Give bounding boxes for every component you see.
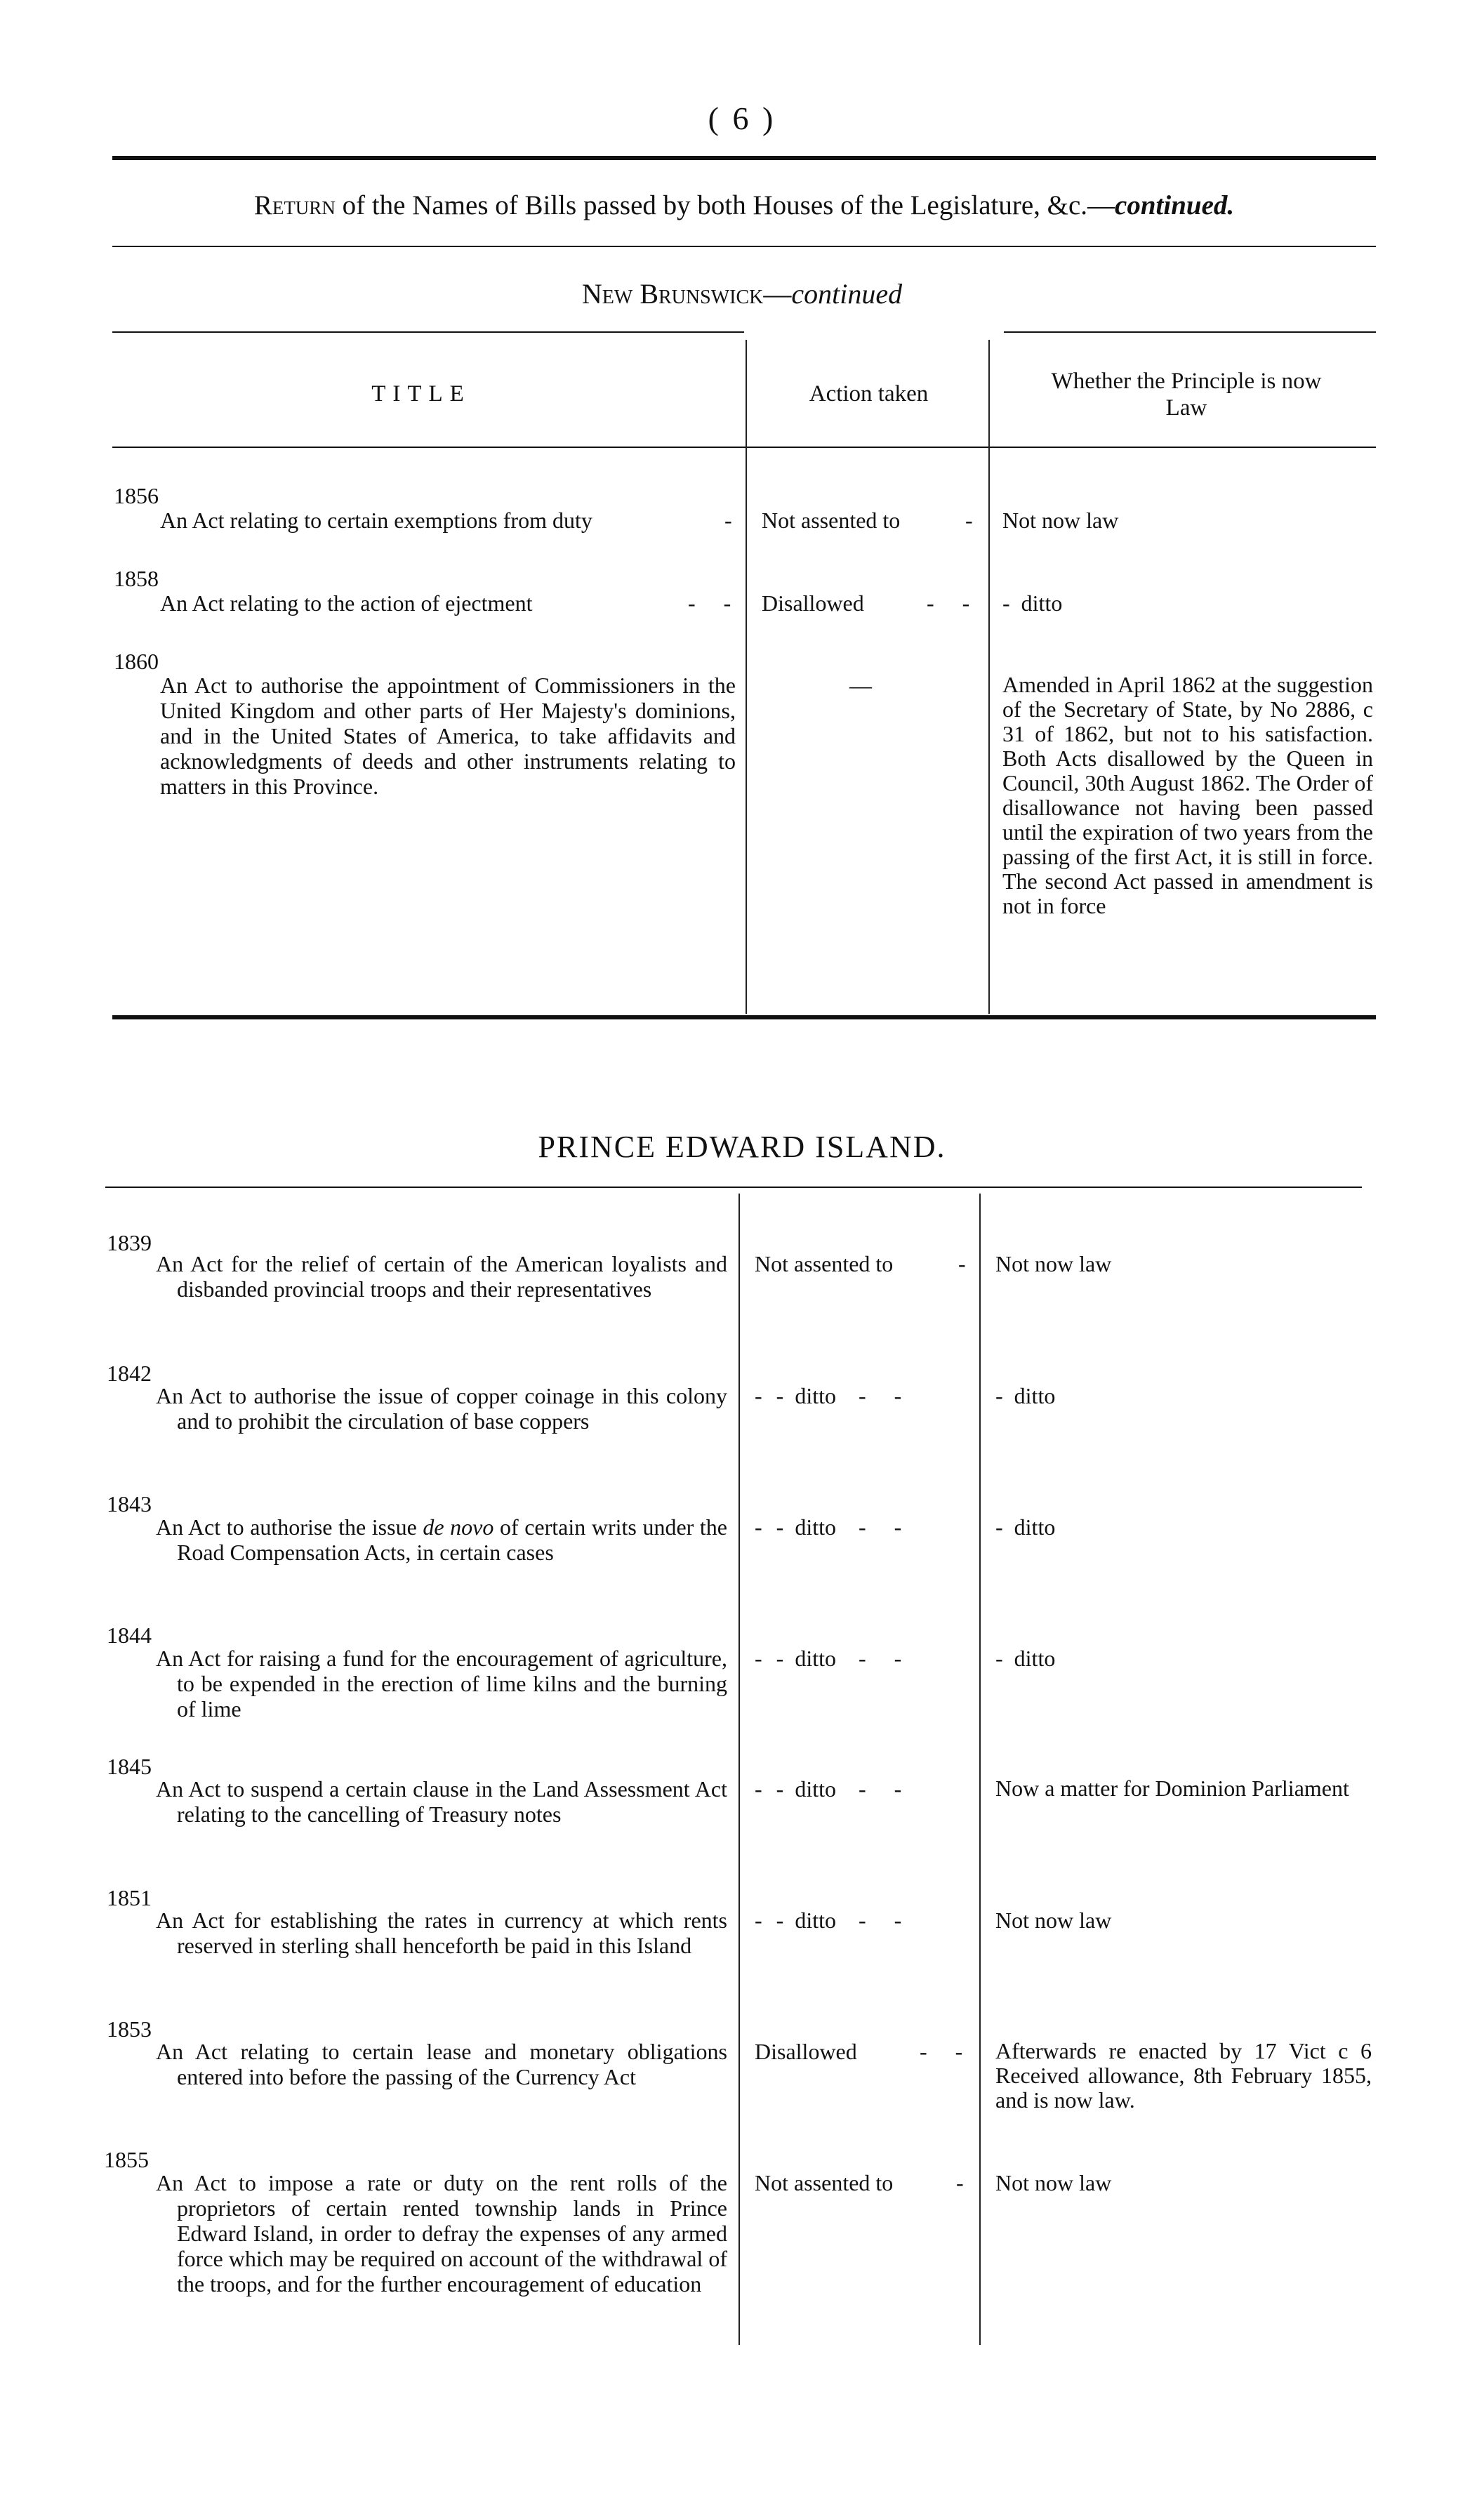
nb-row-1860-title: An Act to authorise the appointment of Commissioners in the United Kingdom and other parts of Her Majesty's dominions, and in the United States of America, to take affidavits and acknowledgments of deeds and other instruments relating to matters in this Province. — [160, 673, 736, 799]
pei-row-1855-principle: Not now law — [995, 2170, 1112, 2195]
running-head-text: of the Names of Bills passed by both Houses of the Legislature, &c.— — [335, 190, 1115, 220]
pei-row-1845-year: 1845 — [107, 1754, 152, 1779]
pei-table-top-rule — [105, 1187, 1362, 1188]
column-header-principle: Whether the Principle is now Law — [1051, 369, 1322, 421]
nb-row-1858-year: 1858 — [114, 566, 159, 591]
pei-row-1839-action-leader: - — [958, 1251, 966, 1276]
pei-row-1851-title: An Act for establishing the rates in currency at which rents reserved in sterling shall henceforth be paid in this Island — [156, 1908, 727, 1958]
pei-heading: PRINCE EDWARD ISLAND. — [538, 1130, 946, 1164]
running-head-continued: continued. — [1115, 190, 1235, 220]
pei-row-1843-title: An Act to authorise the issue de novo of certain writs under the Road Compensation Acts, in certain cases — [156, 1514, 728, 1565]
nb-row-1858-action: Disallowed — [762, 590, 864, 616]
running-head — [112, 190, 1376, 221]
pei-row-1844-principle: - ditto — [995, 1646, 1056, 1671]
nb-bottom-rule — [112, 1015, 1376, 1019]
nb-row-1856-year: 1856 — [114, 483, 159, 508]
nb-row-1856-action-leader: - — [965, 508, 973, 533]
nb-row-1856-title: An Act relating to certain exemptions from duty — [160, 508, 592, 533]
pei-row-1845-title: An Act to suspend a certain clause in the Land Assessment Act relating to the cancelling of Treasury notes — [156, 1776, 727, 1827]
pei-row-1844-year: 1844 — [107, 1623, 152, 1648]
nb-column-divider-2 — [988, 340, 990, 1014]
pei-row-1851-action: - - ditto - - — [755, 1908, 902, 1933]
nb-table-top-rule — [112, 331, 744, 333]
nb-row-1858-title: An Act relating to the action of ejectment — [160, 590, 533, 616]
pei-row-1855-action: Not assented to — [755, 2170, 894, 2195]
pei-row-1839-title: An Act for the relief of certain of the American loyalists and disbanded provincial troops and their representatives — [156, 1251, 727, 1302]
pei-column-divider-1 — [738, 1194, 740, 2345]
pei-row-1843-action: - - ditto - - — [755, 1514, 902, 1540]
pei-row-1844-title: An Act for raising a fund for the encouragement of agriculture, to be expended in the erection of lime kilns and the burning of lime — [156, 1646, 727, 1721]
pei-column-divider-2 — [979, 1194, 981, 2345]
nb-row-1858-dot-leader: - - — [688, 590, 731, 616]
pei-row-1839-year: 1839 — [107, 1230, 152, 1255]
nb-header-rule — [112, 447, 1376, 448]
top-rule — [112, 156, 1376, 160]
nb-column-divider-1 — [746, 340, 747, 1014]
nb-row-1860-year: 1860 — [114, 649, 159, 674]
pei-row-1855-action-leader: - — [956, 2170, 964, 2195]
pei-row-1842-title: An Act to authorise the issue of copper coinage in this colony and to prohibit the circulation of base coppers — [156, 1383, 727, 1434]
pei-row-1842-action: - - ditto - - — [755, 1383, 902, 1408]
nb-row-1858-action-leader: - - — [927, 590, 970, 616]
pei-row-1853-title: An Act relating to certain lease and monetary obligations entered into before the passing of the Currency Act — [156, 2039, 727, 2089]
head-rule — [112, 246, 1376, 247]
pei-row-1843-year: 1843 — [107, 1491, 152, 1516]
nb-table-top-rule-right — [1004, 331, 1376, 333]
pei-row-1855-year: 1855 — [104, 2147, 149, 2172]
page-number: ( 6 ) — [708, 100, 776, 136]
nb-row-1860-action: — — [849, 673, 872, 698]
pei-row-1851-year: 1851 — [107, 1885, 152, 1910]
column-header-action: Action taken — [809, 381, 929, 407]
running-head-lead: Return — [253, 190, 336, 220]
pei-row-1843-principle: - ditto — [995, 1514, 1056, 1540]
pei-row-1842-year: 1842 — [107, 1361, 152, 1386]
nb-row-1856-dot-leader: - — [724, 508, 732, 533]
pei-row-1853-action: Disallowed — [755, 2039, 857, 2064]
new-brunswick-heading: New Brunswick—continued — [581, 278, 903, 310]
pei-row-1845-action: - - ditto - - — [755, 1776, 902, 1802]
pei-row-1839-principle: Not now law — [995, 1251, 1112, 1276]
pei-row-1844-action: - - ditto - - — [755, 1646, 902, 1671]
pei-row-1853-principle: Afterwards re enacted by 17 Vict c 6 Received allowance, 8th February 1855, and is now law. — [995, 2038, 1372, 2113]
nb-row-1856-principle: Not now law — [1002, 508, 1119, 533]
pei-row-1853-action-leader: - - — [920, 2039, 963, 2064]
pei-row-1853-year: 1853 — [107, 2016, 152, 2042]
pei-row-1839-action: Not assented to — [755, 1251, 894, 1276]
nb-row-1860-principle: Amended in April 1862 at the suggestion of the Secretary of State, by No 2886, c 31 of 1862, but not to his satisfaction. Both Acts disallowed by the Queen in Council, 30th August 1862. The Order of disallowance not having been passed until the expiration of two years from the passing of the first Act, it is still in force. The second Act passed in amendment is not in force — [1002, 672, 1373, 918]
nb-row-1858-principle: - ditto — [1002, 590, 1063, 616]
pei-row-1845-principle: Now a matter for Dominion Parliament — [995, 1776, 1349, 1801]
column-header-title: TITLE — [371, 381, 471, 407]
nb-row-1856-action: Not assented to — [762, 508, 901, 533]
pei-row-1851-principle: Not now law — [995, 1908, 1112, 1933]
pei-row-1855-title: An Act to impose a rate or duty on the rent rolls of the proprietors of certain rented township lands in Prince Edward Island, in order to defray the expenses of any armed force which may be required on account of the withdrawal of the troops, and for the further encouragement of education — [156, 2170, 727, 2297]
pei-row-1842-principle: - ditto — [995, 1383, 1056, 1408]
